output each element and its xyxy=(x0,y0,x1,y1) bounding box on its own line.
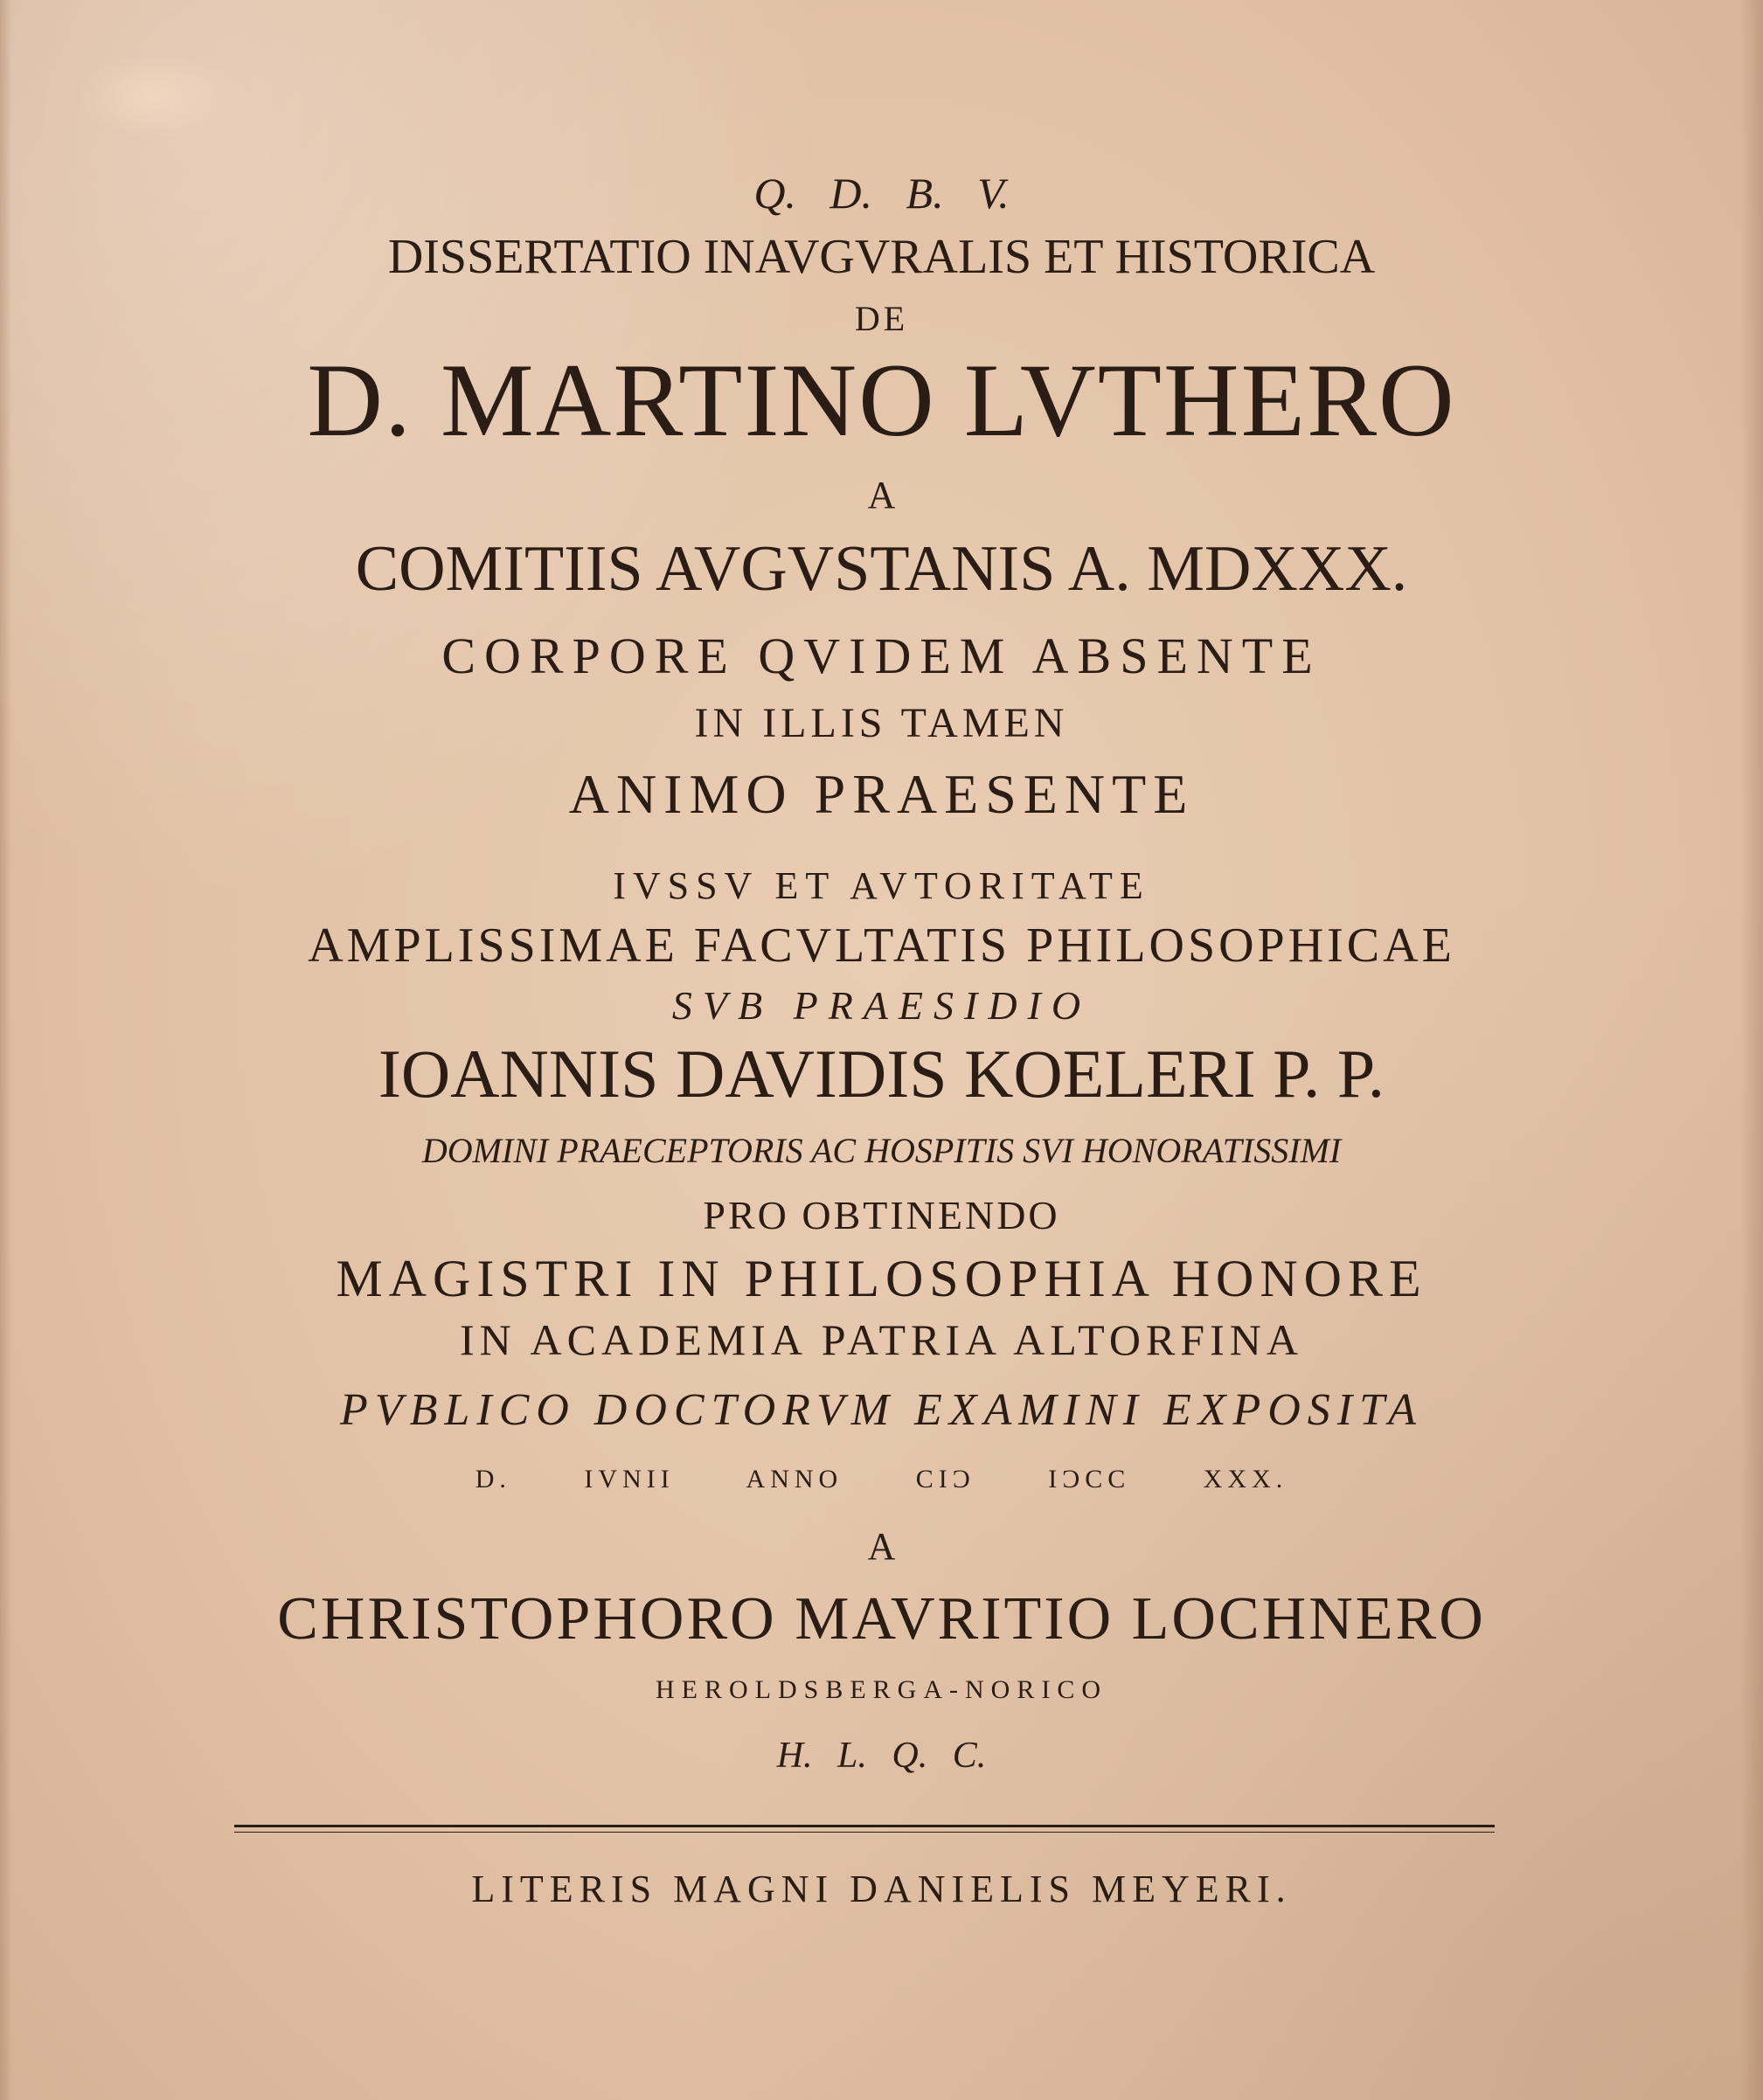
date-line: D. IVNII ANNO CIƆ IƆCC XXX. xyxy=(475,1465,1288,1494)
praeses-name: IOANNIS DAVIDIS KOELERI P. P. xyxy=(378,1036,1385,1112)
pro-obtinendo-line: PRO OBTINENDO xyxy=(703,1193,1060,1237)
author-name: CHRISTOPHORO MAVRITIO LOCHNERO xyxy=(277,1585,1486,1653)
imprint-rule-thin xyxy=(234,1832,1495,1833)
invocation-line: Q. D. B. V. xyxy=(753,169,1010,218)
iussu-line: IVSSV ET AVTORITATE xyxy=(613,864,1150,907)
in-illis-line: IN ILLIS TAMEN xyxy=(694,700,1069,746)
corpore-line: CORPORE QVIDEM ABSENTE xyxy=(441,627,1322,684)
de-line: DE xyxy=(854,299,909,338)
dissertation-type-line: DISSERTATIO INAVGVRALIS ET HISTORICA xyxy=(387,230,1376,284)
closing-formula: H. L. Q. C. xyxy=(776,1736,987,1776)
domini-line: DOMINI PRAECEPTORIS AC HOSPITIS SVI HONORATISSIMI xyxy=(421,1131,1342,1170)
imprint-rule-thick xyxy=(234,1825,1495,1827)
academy-line: IN ACADEMIA PATRIA ALTORFINA xyxy=(460,1315,1303,1364)
a-line-1: A xyxy=(867,474,896,516)
a-line-2: A xyxy=(867,1525,896,1568)
printer-imprint: LITERIS MAGNI DANIELIS MEYERI. xyxy=(471,1868,1292,1910)
author-origin: HEROLDSBERGA-NORICO xyxy=(655,1675,1107,1704)
comitiis-line: COMITIIS AVGVSTANIS A. MDXXX. xyxy=(355,533,1408,605)
animo-line: ANIMO PRAESENTE xyxy=(568,763,1195,825)
faculty-line: AMPLISSIMAE FACVLTATIS PHILOSOPHICAE xyxy=(308,918,1455,973)
paper-stain xyxy=(79,52,227,140)
subject-title: D. MARTINO LVTHERO xyxy=(307,342,1456,458)
examination-line: PVBLICO DOCTORVM EXAMINI EXPOSITA xyxy=(340,1385,1423,1435)
degree-line: MAGISTRI IN PHILOSOPHIA HONORE xyxy=(336,1250,1427,1307)
sub-praesidio-line: SVB PRAESIDIO xyxy=(671,983,1092,1028)
